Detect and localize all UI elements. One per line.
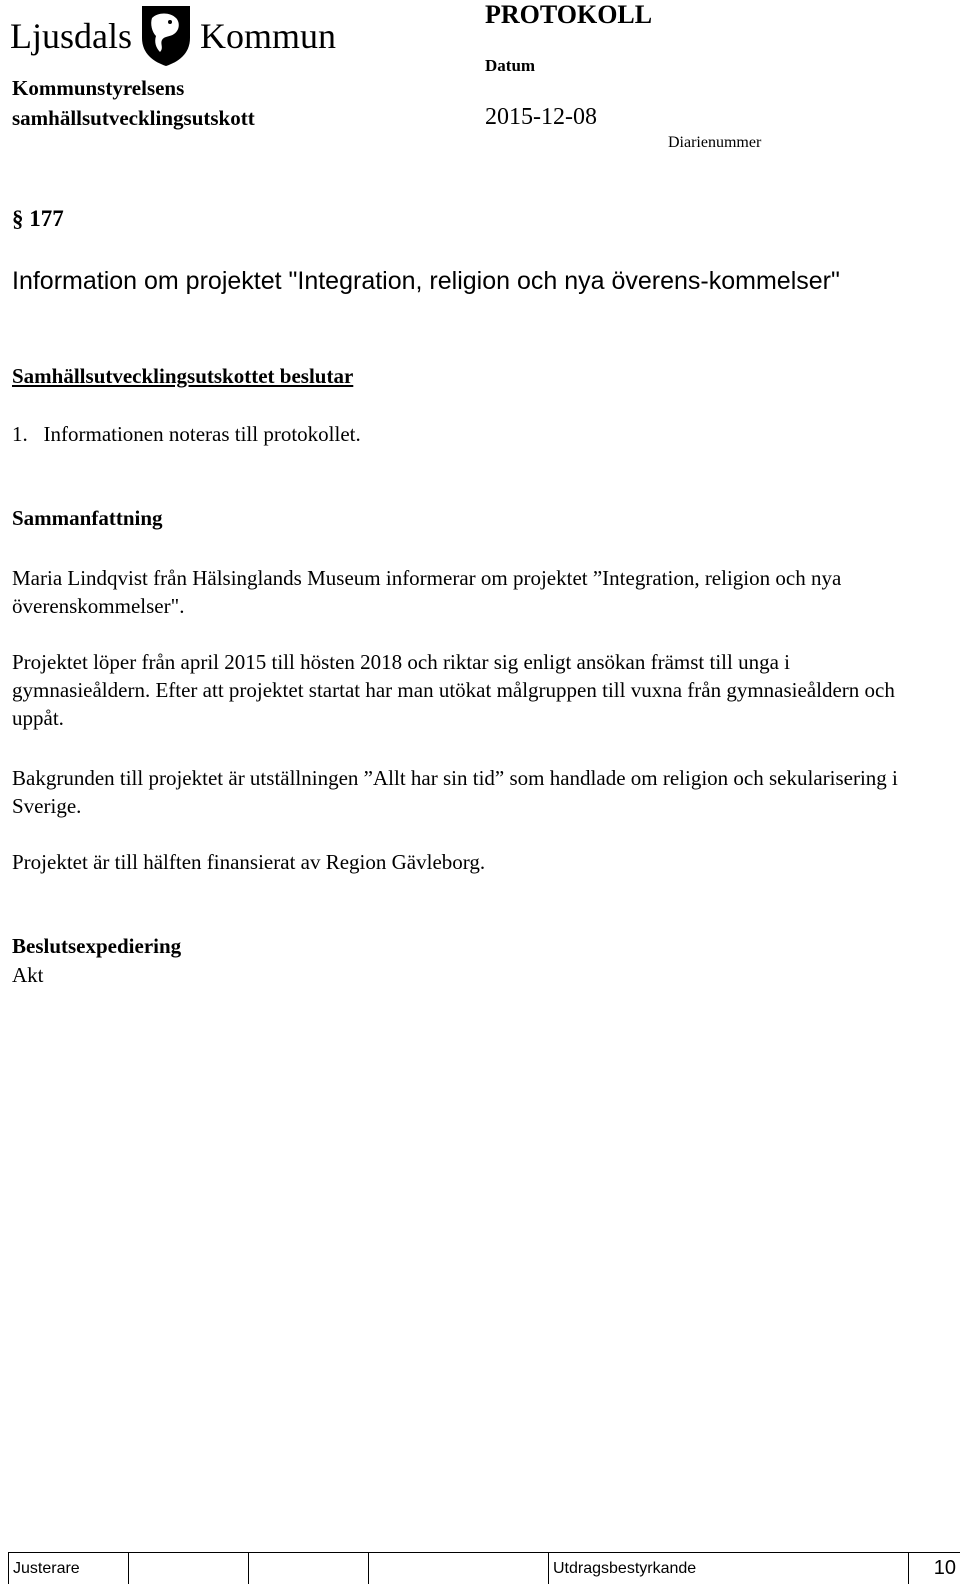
expedition-item: Akt (12, 963, 44, 987)
justerare-cell (8, 1553, 128, 1584)
section-number: § 177 (12, 206, 64, 231)
page-title: Information om projektet "Integration, religion och nya överens-kommelser" (12, 267, 840, 295)
decision-heading: Samhällsutvecklingsutskottet beslutar (12, 364, 354, 388)
expedition-heading: Beslutsexpediering (12, 934, 182, 958)
date-value: 2015-12-08 (485, 104, 597, 130)
signature-footer (8, 1552, 960, 1583)
signature-cell-2 (128, 1553, 248, 1584)
utdragsbestyrkande-label: Utdragsbestyrkande (553, 1560, 697, 1577)
municipality-logo (10, 0, 336, 72)
logo-left-word: Ljusdals (10, 16, 132, 56)
summary-paragraph-1: Maria Lindqvist från Hälsinglands Museum informerar om projektet ”Integration, religion och nya överenskommelser". (12, 566, 842, 618)
utdragsbestyrkande-cell (548, 1553, 908, 1584)
municipal-crest-icon (140, 4, 192, 68)
page-number: 10 (933, 1557, 956, 1579)
justerare-label: Justerare (13, 1560, 80, 1577)
summary-paragraph-4: Projektet är till hälften finansierat av Region Gävleborg. (12, 850, 486, 874)
document-type: PROTOKOLL (485, 0, 653, 29)
summary-paragraph-2: Projektet löper från april 2015 till hösten 2018 och riktar sig enligt ansökan främst till unga i gymnasieåldern. Efter att projektet startat har man utökat målgruppen till vuxna från gymnasieåldern och uppåt. (12, 650, 895, 730)
decision-item: 1. Informationen noteras till protokollet. (12, 422, 361, 446)
summary-heading: Sammanfattning (12, 506, 163, 530)
summary-paragraph-3: Bakgrunden till projektet är utställningen ”Allt har sin tid” som handlade om religion och sekularisering i Sverige. (12, 766, 898, 818)
page-number-cell (908, 1553, 960, 1584)
organization-line-1: Kommunstyrelsens (12, 76, 185, 100)
logo-right-word: Kommun (200, 16, 337, 56)
signature-cell-3 (248, 1553, 368, 1584)
organization-line-2: samhällsutvecklingsutskott (12, 106, 255, 130)
signature-cell-4 (368, 1553, 548, 1584)
date-label: Datum (485, 56, 536, 75)
diarienummer-label: Diarienummer (668, 134, 762, 151)
